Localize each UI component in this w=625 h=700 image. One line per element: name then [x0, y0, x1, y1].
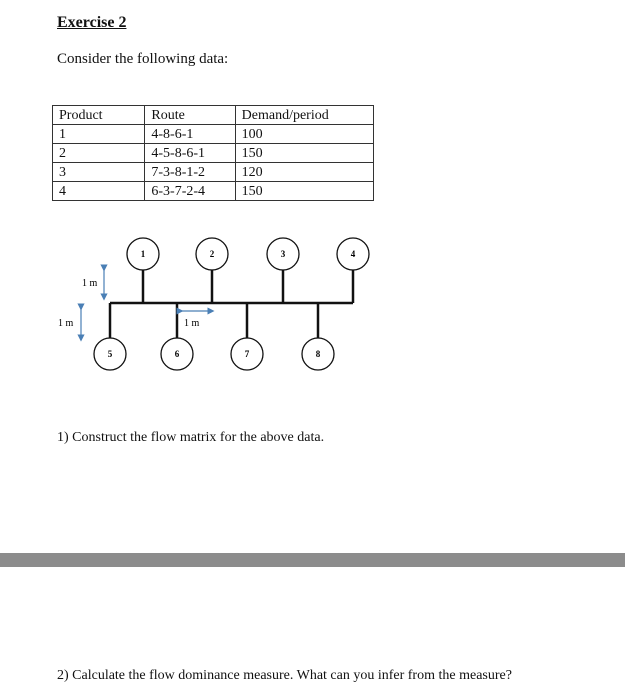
facility-layout-diagram	[0, 220, 625, 380]
node-4	[337, 238, 369, 270]
cell-route: 4-8-6-1	[145, 125, 235, 144]
product-route-table	[52, 105, 374, 201]
node-label: 1	[140, 249, 146, 259]
cell-route: 4-5-8-6-1	[145, 144, 235, 163]
table-row	[53, 182, 374, 201]
node-label: 3	[280, 249, 286, 259]
node-5	[94, 338, 126, 370]
cell-product: 2	[53, 144, 145, 163]
cell-product: 1	[53, 125, 145, 144]
cell-demand: 100	[235, 125, 373, 144]
node-label: 8	[315, 349, 321, 359]
table-row	[53, 163, 374, 182]
table-row	[53, 125, 374, 144]
cell-product: 4	[53, 182, 145, 201]
node-6	[161, 338, 193, 370]
node-label: 2	[209, 249, 215, 259]
header-route: Route	[145, 106, 235, 125]
cell-route: 7-3-8-1-2	[145, 163, 235, 182]
cell-demand: 120	[235, 163, 373, 182]
question-2: 2) Calculate the flow dominance measure. What can you infer from the measure?	[57, 668, 512, 683]
header-demand: Demand/period	[235, 106, 373, 125]
dimension-label-left: 1 m	[58, 318, 74, 329]
node-7	[231, 338, 263, 370]
header-product: Product	[53, 106, 145, 125]
dimension-label-top: 1 m	[82, 278, 98, 289]
node-label: 4	[350, 249, 356, 259]
exercise-title: Exercise 2	[57, 14, 127, 31]
node-1	[127, 238, 159, 270]
cell-demand: 150	[235, 144, 373, 163]
cell-route: 6-3-7-2-4	[145, 182, 235, 201]
question-1: 1) Construct the flow matrix for the above data.	[57, 430, 325, 445]
intro-text: Consider the following data:	[57, 51, 229, 67]
node-2	[196, 238, 228, 270]
cell-product: 3	[53, 163, 145, 182]
cell-demand: 150	[235, 182, 373, 201]
table-header-row	[53, 106, 374, 125]
table-row	[53, 144, 374, 163]
dimension-label-horizontal: 1 m	[184, 318, 200, 329]
page-divider-bar	[0, 553, 625, 567]
node-3	[267, 238, 299, 270]
node-label: 6	[174, 349, 180, 359]
node-label: 7	[244, 349, 250, 359]
node-label: 5	[107, 349, 113, 359]
node-8	[302, 338, 334, 370]
